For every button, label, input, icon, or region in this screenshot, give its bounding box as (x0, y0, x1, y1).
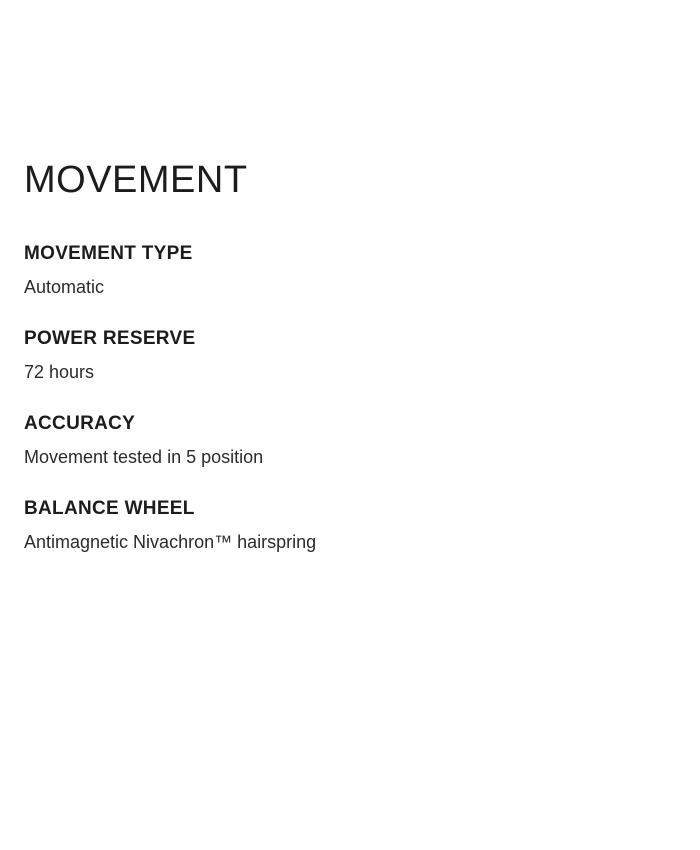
list-item (24, 412, 676, 469)
list-item (24, 242, 676, 299)
spec-value-movement-type: Automatic (24, 276, 105, 297)
spec-label-balance-wheel: BALANCE WHEEL (24, 498, 195, 520)
spec-value-balance-wheel: Antimagnetic Nivachron™ hairspring (24, 531, 317, 552)
spec-value-power-reserve: 72 hours (24, 361, 95, 382)
spec-list (24, 242, 676, 555)
spec-label-movement-type: MOVEMENT TYPE (24, 242, 193, 264)
list-item (24, 327, 676, 384)
spec-value-accuracy: Movement tested in 5 position (24, 446, 264, 467)
list-item (24, 497, 676, 554)
page-title: MOVEMENT (24, 159, 248, 201)
spec-label-power-reserve: POWER RESERVE (24, 327, 196, 349)
spec-label-accuracy: ACCURACY (24, 413, 136, 435)
